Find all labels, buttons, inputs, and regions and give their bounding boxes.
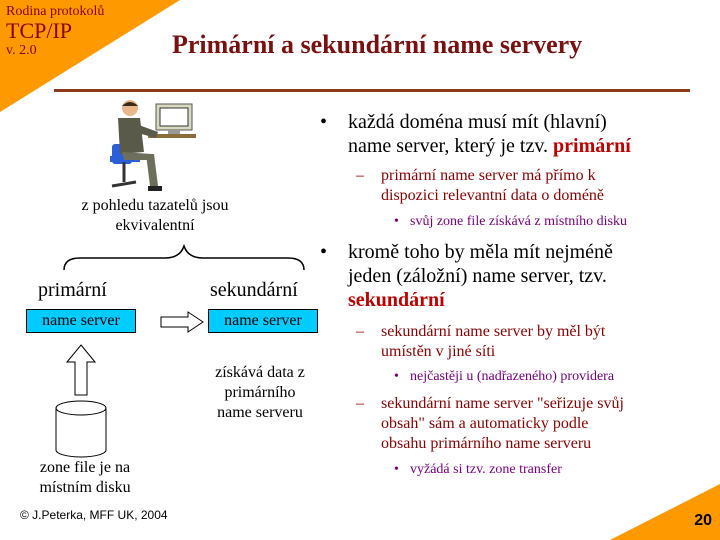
subsub-bullet-text: vyžádá si tzv. zone transfer [410, 462, 562, 477]
accent-word: primární [553, 135, 631, 157]
primary-label: primární [38, 279, 107, 301]
page-number: 20 [694, 512, 712, 529]
primary-name-server-box: name server [26, 309, 136, 333]
bullet-text: kromě toho by měla mít nejméně [348, 241, 613, 263]
sub-bullet-text: obsah" sám a automaticky podle [381, 415, 589, 432]
copyright: © J.Peterka, MFF UK, 2004 [20, 508, 168, 522]
course-version: v. 2.0 [6, 43, 37, 58]
dash-marker: – [356, 167, 364, 184]
bullet-marker: • [320, 241, 328, 263]
bullet-text: jeden (záložní) name server, tzv. [348, 265, 607, 287]
subsub-bullet-text: svůj zone file získává z místního disku [410, 214, 627, 229]
subsub-bullet-text: nejčastěji u (nadřazeného) providera [410, 369, 615, 384]
person-at-computer-icon [104, 98, 200, 198]
sub-bullet-text: dispozici relevantní data o doméně [381, 187, 605, 204]
transfer-arrow-icon [160, 311, 204, 333]
title-rule [54, 89, 690, 92]
secondary-note: získává data z primárního name serveru [215, 364, 305, 421]
viewpoint-label: z pohledu tazatelů jsou ekvivalentní [81, 197, 229, 234]
slide-title: Primární a sekundární name servery [172, 30, 583, 59]
up-arrow-icon [66, 344, 96, 396]
sub-bullet-text: primární name server má přímo k [381, 167, 596, 184]
bullet-marker: • [394, 369, 399, 384]
bullet-marker: • [320, 111, 328, 133]
course-name: Rodina protokolů [6, 4, 105, 19]
disk-icon [54, 400, 108, 458]
bullet-marker: • [394, 462, 399, 477]
sub-bullet-text: sekundární name server "seřizuje svůj [381, 395, 624, 412]
dash-marker: – [356, 395, 364, 412]
sub-bullet-text: umístěn v jiné síti [381, 343, 496, 360]
course-protocol: TCP/IP [6, 18, 73, 43]
accent-word: sekundární [348, 289, 445, 311]
bullet-text: name server, který je tzv. primární [348, 135, 631, 157]
dash-marker: – [356, 323, 364, 340]
bullet-text: každá doména musí mít (hlavní) [348, 111, 607, 133]
disk-label: zone file je na místním disku [39, 459, 131, 496]
sub-bullet-text: obsahu primárního name serveru [381, 435, 592, 452]
secondary-label: sekundární [210, 279, 298, 301]
sub-bullet-text: sekundární name server by měl být [381, 323, 606, 340]
bullet-marker: • [394, 214, 399, 229]
curly-brace [60, 242, 310, 272]
secondary-name-server-box: name server [208, 309, 318, 333]
